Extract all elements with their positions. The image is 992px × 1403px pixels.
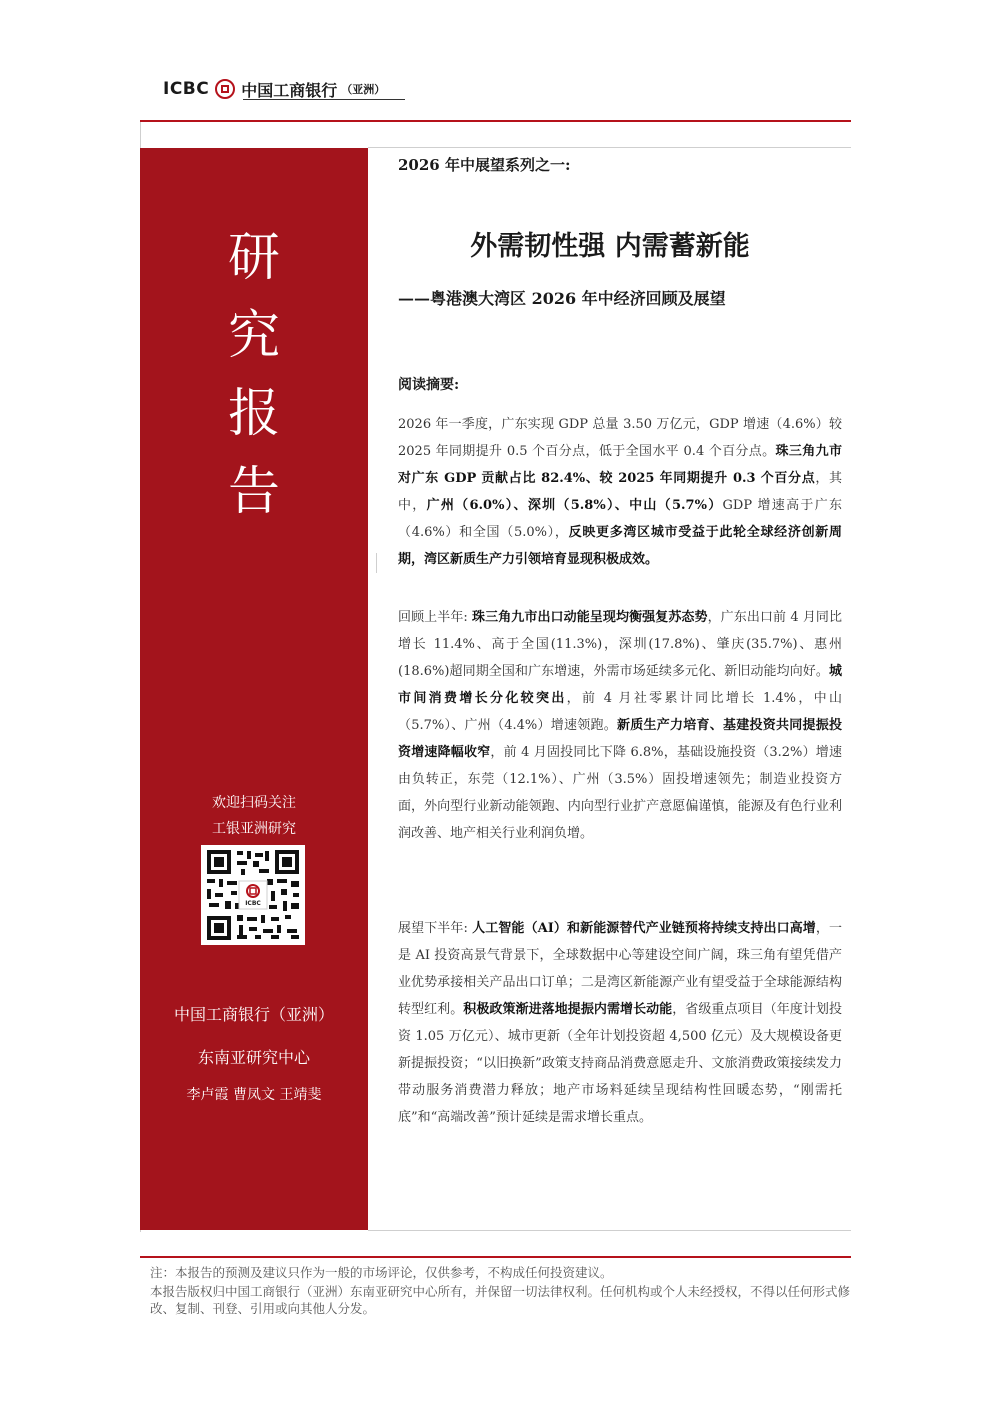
series-label: 2026 年中展望系列之一: xyxy=(398,156,571,174)
bank-subname: （亚洲） xyxy=(341,83,386,96)
sidebar-char-1: 研 xyxy=(227,228,280,288)
emphasis-text: 广州（6.0%）、深圳（5.8%）、中山（5.7%） xyxy=(426,498,723,513)
qr-logo-text: ICBC xyxy=(245,900,261,907)
body-text: 展望下半年: xyxy=(398,921,473,936)
body-text: ，省级重点项目（年度计划投资 1.05 万亿元）、城市更新（全年计划投资超 4,500 亿元）及大规模设备更新提振投资；“以旧换新”政策支持商品消费意愿走升、文旅消费政策接续发力带动服务消费潜力释放；地产市场料延续呈现结构性回暖态势，“刚需托底”和“高端改善”预计延续是需求增长重点。 xyxy=(398,1002,842,1125)
top-red-rule xyxy=(140,120,851,122)
icbc-emblem-icon xyxy=(215,79,235,99)
scan-prompt-line2: 工银亚洲研究 xyxy=(212,821,296,837)
content-top-rule xyxy=(368,147,851,148)
body-text: 2026 年一季度，广东实现 GDP 总量 3.50 万亿元，GDP 增速（4.6%）较 2025 年同期提升 0.5 个百分点，低于全国水平 0.4 个百分点。 xyxy=(398,417,842,459)
content-bottom-rule xyxy=(368,1230,851,1231)
sidebar-char-4: 告 xyxy=(227,462,280,522)
emphasis-text: 人工智能（AI）和新能源替代产业链预将持续支持出口高增 xyxy=(472,921,816,936)
icbc-wordmark: ICBC xyxy=(163,79,210,99)
emphasis-text: 珠三角九市出口动能呈现均衡强复苏态势 xyxy=(472,610,708,625)
body-text: ，其中， xyxy=(398,471,842,513)
report-title: 外需韧性强 内需蓄新能 xyxy=(470,231,750,262)
disclaimer: 注：本报告的预测及建议只作为一般的市场评论，仅供参考，不构成任何投资建议。 xyxy=(150,1265,613,1280)
research-center-name: 东南亚研究中心 xyxy=(197,1048,310,1067)
sidebar-char-3: 报 xyxy=(227,384,280,444)
body-text: GDP 增速高于广东（4.6%）和全国（5.0%）， xyxy=(398,498,842,540)
report-subtitle: ——粤港澳大湾区 2026 年中经济回顾及展望 xyxy=(398,289,726,308)
bank-name: 中国工商银行 xyxy=(241,80,338,100)
bank-logo xyxy=(163,78,385,100)
emphasis-text: 新质生产力培育、基建投资共同提振投资增速降幅收窄 xyxy=(398,718,842,760)
logo-underline xyxy=(243,99,405,100)
qr-code[interactable] xyxy=(201,845,305,945)
emphasis-text: 珠三角九市对广东 GDP 贡献占比 82.4%、较 2025 年同期提升 0.3 个百分点 xyxy=(398,444,842,486)
authors: 李卢霞 曹凤文 王靖斐 xyxy=(186,1087,322,1103)
abstract-heading: 阅读摘要: xyxy=(398,377,460,393)
copyright-notice: 本报告版权归中国工商银行（亚洲）东南亚研究中心所有，并保留一切法律权利。任何机构或个人未经授权，不得以任何形式修改、复制、刊登、引用或向其他人分发。 xyxy=(150,1284,851,1316)
body-text: ，前 4 月社零累计同比增长 1.4%，中山（5.7%）、广州（4.4%）增速领跑。 xyxy=(398,691,842,733)
body-text: 回顾上半年: xyxy=(398,610,473,625)
abstract-paragraph-2 xyxy=(398,604,842,847)
footer-red-rule xyxy=(140,1256,851,1258)
emphasis-text: 反映更多湾区城市受益于此轮全球经济创新周期，湾区新质生产力引领培育显现积极成效。 xyxy=(398,525,842,567)
abstract-paragraph-3 xyxy=(398,915,842,1131)
abstract-paragraph-1 xyxy=(398,411,842,573)
emphasis-text: 城市间消费增长分化较突出 xyxy=(398,664,842,706)
body-text: ，前 4 月固投同比下降 6.8%，基础设施投资（3.2%）增速由负转正，东莞（12.1%）、广州（3.5%）固投增速领先；制造业投资方面，外向型行业新动能领跑、内向型行业扩产意愿偏谨慎，能源及有色行业利润改善、地产相关行业利润负增。 xyxy=(398,745,842,841)
scan-prompt-line1: 欢迎扫码关注 xyxy=(212,795,296,811)
qr-code-graphic xyxy=(201,845,305,945)
org-name: 中国工商银行（亚洲） xyxy=(173,1005,334,1024)
sidebar-char-2: 究 xyxy=(227,306,280,366)
emphasis-text: 积极政策渐进落地提振内需增长动能 xyxy=(463,1002,673,1017)
small-divider xyxy=(376,553,377,573)
body-text: ，广东出口前 4 月同比增长 11.4%、高于全国(11.3%)，深圳(17.8%)、肇庆(35.7%)、惠州(18.6%)超同期全国和广东增速，外需市场延续多元化、新旧动能均向好。 xyxy=(398,610,842,679)
body-text: ，一是 AI 投资高景气背景下，全球数据中心等建设空间广阔，珠三角有望凭借产业优势承接相关产品出口订单；二是湾区新能源产业有望受益于全球能源结构转型红利。 xyxy=(398,921,842,1017)
